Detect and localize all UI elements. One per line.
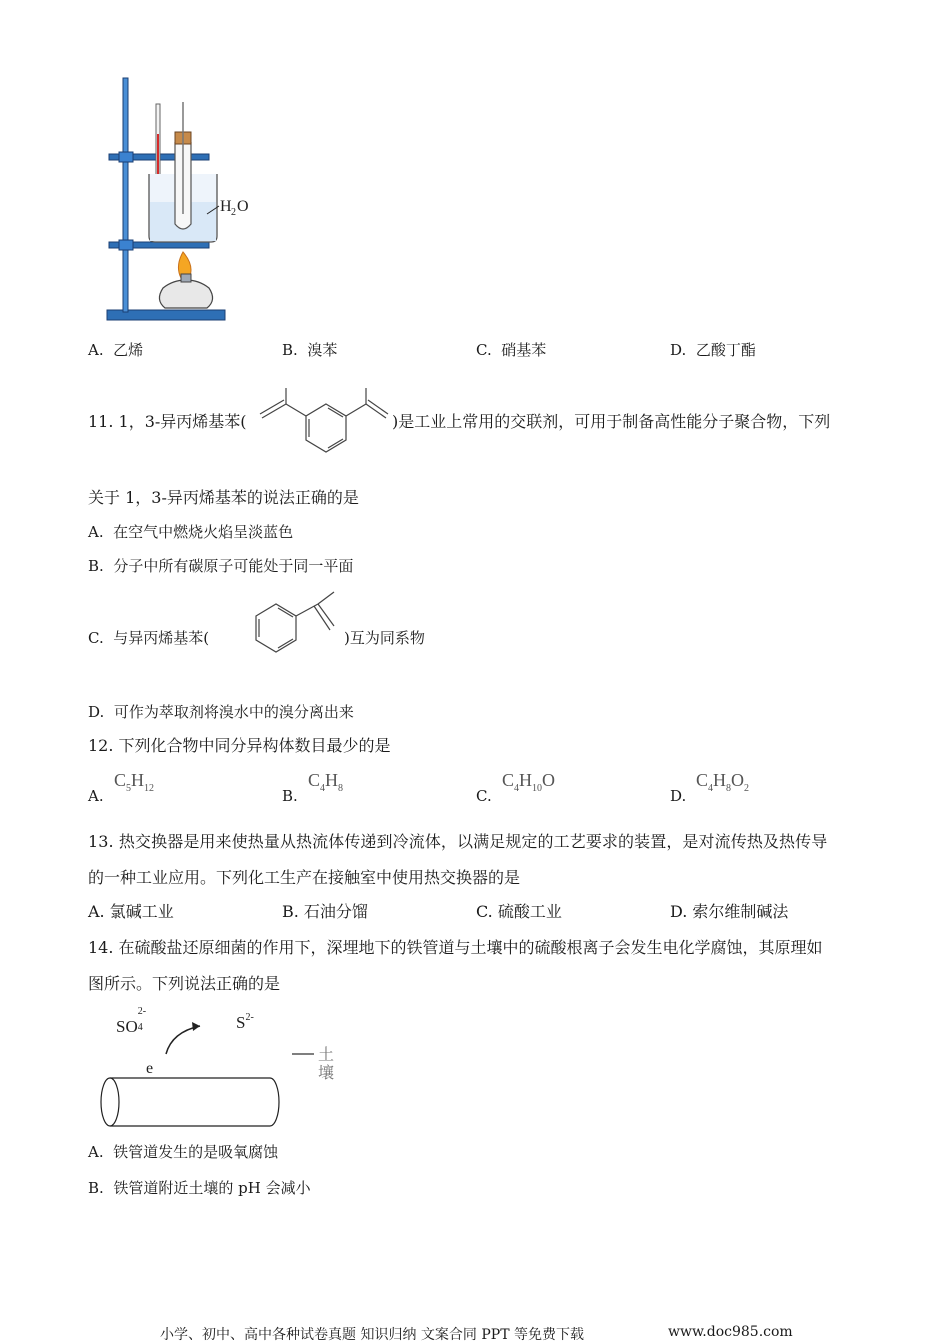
water-label: H bbox=[220, 198, 232, 215]
q12-option-d-letter: D. bbox=[670, 787, 687, 805]
q10-option-a: A. 乙烯 bbox=[88, 341, 144, 359]
q11-option-c-tail: )互为同系物 bbox=[344, 629, 425, 647]
electron-label: e bbox=[146, 1060, 154, 1077]
q13-stem-line1: 13. 热交换器是用来使热量从热流体传递到冷流体，以满足规定的工艺要求的装置，是对流传热及热传导 bbox=[88, 832, 828, 851]
svg-text:O: O bbox=[237, 198, 249, 215]
q10-option-c: C. 硝基苯 bbox=[476, 341, 547, 359]
q11-stem-part1: 11. 1，3-异丙烯基苯( bbox=[88, 412, 247, 431]
sulfide-ion-label: $S^{2-}$ bbox=[236, 1012, 254, 1032]
q12-stem: 12. 下列化合物中同分异构体数目最少的是 bbox=[88, 736, 391, 755]
q11-option-d: D. 可作为萃取剂将溴水中的溴分离出来 bbox=[88, 703, 354, 721]
corrosion-figure bbox=[96, 1006, 356, 1134]
q10-option-b: B. 溴苯 bbox=[282, 341, 338, 359]
q11-option-b: B. 分子中所有碳原子可能处于同一平面 bbox=[88, 557, 354, 575]
q10-option-d: D. 乙酸丁酯 bbox=[670, 341, 756, 359]
q13-option-d: D. 索尔维制碱法 bbox=[670, 902, 789, 921]
q13-option-a: A. 氯碱工业 bbox=[88, 902, 174, 921]
q14-stem-line1: 14. 在硫酸盐还原细菌的作用下，深埋地下的铁管道与土壤中的硫酸根离子会发生电化学腐蚀，其原理如 bbox=[88, 938, 823, 957]
q13-stem-line2: 的一种工业应用。下列化工生产在接触室中使用热交换器的是 bbox=[88, 868, 521, 887]
q12-formula-b: $C_4H_8$ bbox=[308, 770, 344, 794]
q12-option-b-letter: B. bbox=[282, 787, 298, 805]
q11-stem-line2: 关于 1，3-异丙烯基苯的说法正确的是 bbox=[88, 488, 359, 507]
footer-text: 小学、初中、高中各种试卷真题 知识归纳 文案合同 PPT 等免费下载 bbox=[160, 1327, 584, 1343]
sulfate-ion-label: SO 2- 4 bbox=[116, 1006, 147, 1036]
diisopropenylbenzene-structure bbox=[250, 386, 390, 462]
q11-option-c: C. 与异丙烯基苯( bbox=[88, 629, 210, 647]
q14-option-b: B. 铁管道附近土壤的 pH 会减小 bbox=[88, 1179, 311, 1197]
isopropenylbenzene-structure bbox=[230, 590, 342, 666]
footer-url[interactable]: www.doc985.com bbox=[668, 1324, 793, 1340]
q12-option-c-letter: C. bbox=[476, 787, 492, 805]
q13-option-c: C. 硫酸工业 bbox=[476, 902, 562, 921]
pipe-and-arrow-drawing bbox=[96, 1006, 356, 1134]
soil-label: 土 壤 bbox=[318, 1045, 335, 1082]
q11-option-a: A. 在空气中燃烧火焰呈淡蓝色 bbox=[88, 523, 294, 541]
distillation-apparatus-figure bbox=[95, 74, 265, 326]
q13-option-b: B. 石油分馏 bbox=[282, 902, 368, 921]
q14-option-a: A. 铁管道发生的是吸氧腐蚀 bbox=[88, 1143, 279, 1161]
q14-stem-line2: 图所示。下列说法正确的是 bbox=[88, 974, 281, 993]
q12-formula-a: $C_5H_{12}$ bbox=[114, 770, 155, 794]
q12-option-a-letter: A. bbox=[88, 787, 104, 805]
q12-formula-d: $C_4H_8O_2$ bbox=[696, 770, 750, 794]
q12-formula-c: $C_4H_{10}O$ bbox=[502, 770, 556, 794]
q11-stem-part2: )是工业上常用的交联剂，可用于制备高性能分子聚合物，下列 bbox=[392, 412, 831, 431]
svg-text:2: 2 bbox=[231, 207, 236, 218]
